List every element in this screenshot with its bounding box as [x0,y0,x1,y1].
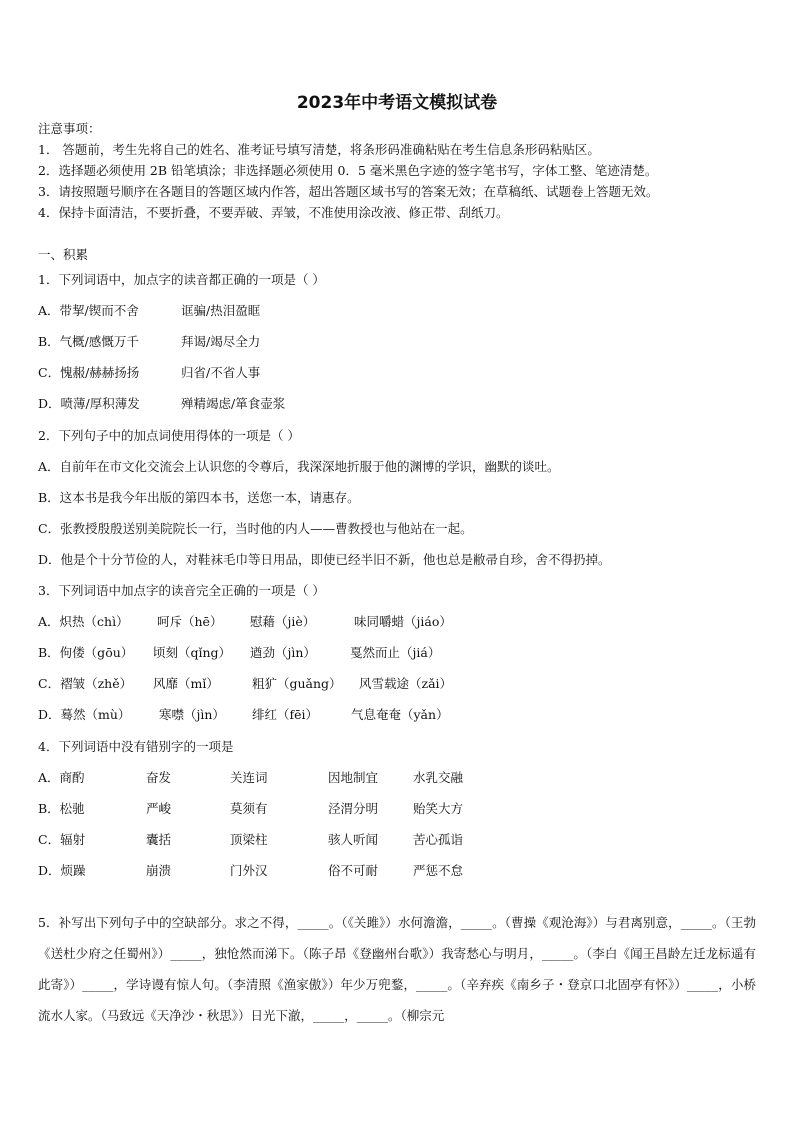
option-text: 拜谒/竭尽全力 [181,334,261,349]
question-2-stem: 2．下列句子中的加点词使用得体的一项是（ ） [38,428,300,443]
option-word: 因地制宜 [328,770,379,785]
option-text: C．愧赧/赫赫扬扬 [38,365,140,380]
option-text: A．带挈/锲而不舍 [38,303,139,318]
option-word: C．褶皱（zhě） [38,676,133,691]
question-5-text: 5．补写出下列句子中的空缺部分。求之不得，_____。（《关雎》）水何澹澹，_____。（曹操《观沧海》）与君离别意，_____。（王勃《送杜少府之任蜀州》）_____，独怆然而涕下。（陈子昂《登幽州台歌》）我寄愁心与明月，_____。（李白《闻王昌龄左迁龙标遥有此寄》）_____，学诗谩有惊人句。（李清照《渔家傲》）年少万兜鍪，_____。（辛弃疾《南乡子・登京口北固亭有怀》）_____，小桥流水人家。（马致远《天净沙・秋思》）日光下澈，_____，_____。（柳宗元 [38,915,756,1023]
option-word: C．辐射 [38,832,86,847]
option-word: 泾渭分明 [328,801,379,816]
notice-item: 4．保持卡面清洁，不要折叠，不要弄破、弄皱，不准使用涂改液、修正带、刮纸刀。 [38,205,509,220]
option-word: 贻笑大方 [413,801,464,816]
option-word: 关连词 [230,770,268,785]
section-heading: 一、积累 [38,247,89,262]
question-2-option-c[interactable]: C．张教授殷殷送别美院院长一行，当时他的内人——曹教授也与他站在一起。 [38,521,473,536]
page-title: 2023年中考语文模拟试卷 [296,93,498,113]
option-word: 顷刻（qǐng） [153,645,232,660]
option-word: 严峻 [146,801,172,816]
option-word: 莫须有 [230,801,268,816]
option-text: 殚精竭虑/箪食壶浆 [181,396,286,411]
option-word: 水乳交融 [413,770,464,785]
option-word: B．松驰 [38,801,85,816]
option-text: 归省/不省人事 [181,365,261,380]
notice-heading: 注意事项： [38,121,101,136]
option-text: B．气概/感慨万千 [38,334,139,349]
option-word: 俗不可耐 [328,863,379,878]
option-word: 呵斥（hē） [157,614,223,629]
option-word: 苦心孤诣 [413,832,464,847]
notice-item: 1． 答题前，考生先将自己的姓名、准考证号填写清楚，将条形码准确粘贴在考生信息条形码粘贴区。 [38,142,600,157]
option-word: 味同嚼蜡（jiáo） [354,614,452,629]
question-2-option-d[interactable]: D．他是个十分节俭的人，对鞋袜毛巾等日用品，即使已经半旧不新，他也总是敝帚自珍，舍不得扔掉。 [38,552,611,567]
option-word: D．烦躁 [38,863,86,878]
option-word: 囊括 [146,832,172,847]
option-word: 崩溃 [146,863,172,878]
option-word: 顶梁柱 [230,832,268,847]
option-text: D．喷薄/厚积薄发 [38,396,140,411]
notice-item: 2．选择题必须使用 2B 铅笔填涂；非选择题必须使用 0．5 毫米黑色字迹的签字笔书写，字体工整、笔迹清楚。 [38,163,658,178]
option-word: 严惩不怠 [413,863,464,878]
option-word: 慰藉（jiè） [250,614,316,629]
option-word: 气息奄奄（yǎn） [351,707,449,722]
question-4-stem: 4．下列词语中没有错别字的一项是 [38,739,234,754]
option-word: 门外汉 [230,863,268,878]
option-word: 戛然而止（jiá） [350,645,441,660]
option-word: 风雪载途（zǎi） [359,676,453,691]
option-word: 风靡（mǐ） [153,676,219,691]
question-2-option-b[interactable]: B．这本书是我今年出版的第四本书，送您一本，请惠存。 [38,490,360,505]
notice-item: 3．请按照题号顺序在各题目的答题区域内作答，超出答题区域书写的答案无效；在草稿纸、试题卷上答题无效。 [38,184,659,199]
option-word: D．蓦然（mù） [38,707,131,722]
question-1-stem: 1．下列词语中，加点字的读音都正确的一项是（ ） [38,272,325,287]
option-word: B．佝偻（gōu） [38,645,134,660]
option-word: 奋发 [146,770,172,785]
option-text: 诓骗/热泪盈眶 [181,303,261,318]
option-word: 寒噤（jìn） [159,707,225,722]
option-word: A．炽热（chì） [38,614,129,629]
option-word: 粗犷（guǎng） [252,676,342,691]
question-3-stem: 3．下列词语中加点字的读音完全正确的一项是（ ） [38,583,325,598]
question-2-option-a[interactable]: A．自前年在市文化交流会上认识您的令尊后，我深深地折服于他的渊博的学识，幽默的谈吐。 [38,459,560,474]
option-word: 遒劲（jìn） [250,645,316,660]
option-word: 骇人听闻 [328,832,379,847]
option-word: A．商酌 [38,770,85,785]
option-word: 绯红（fēi） [252,707,319,722]
